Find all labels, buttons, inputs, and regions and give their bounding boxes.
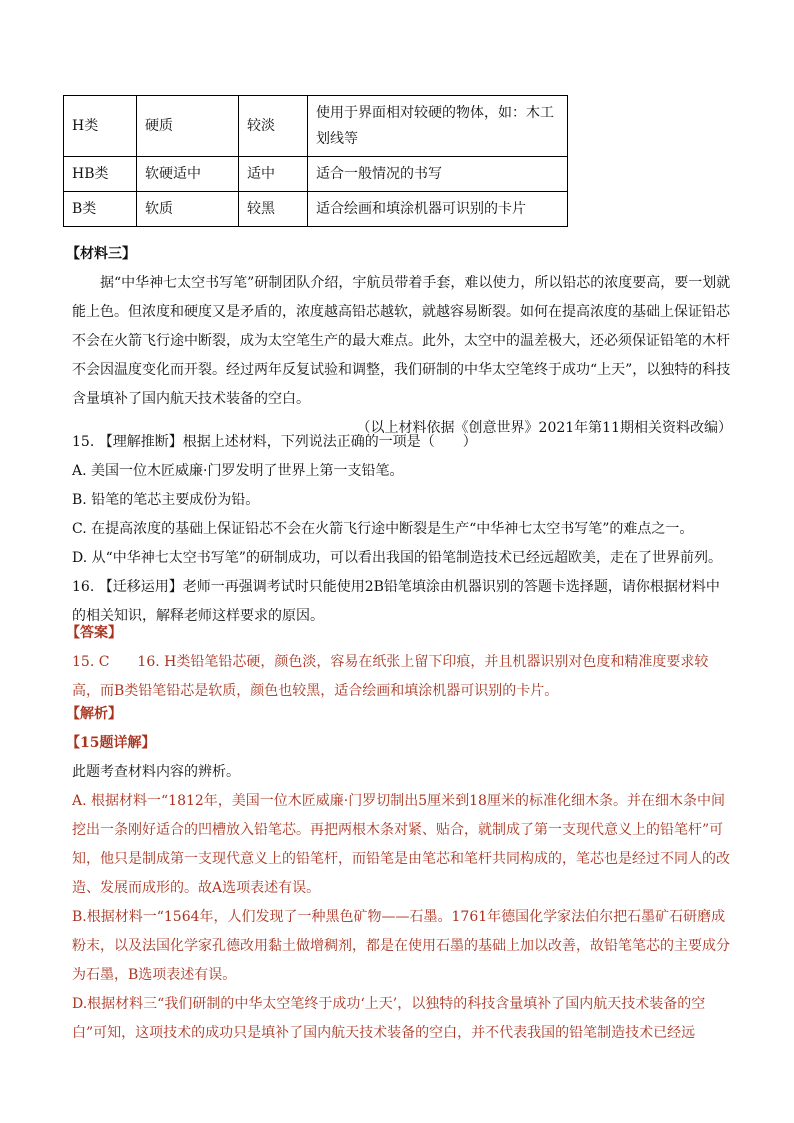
analysis-intro: 此题考查材料内容的辨析。 bbox=[72, 764, 240, 780]
material-three-section bbox=[66, 240, 732, 443]
answer-section bbox=[66, 619, 732, 706]
table-cell-quality: 硬质 bbox=[137, 96, 239, 157]
table-row bbox=[64, 192, 568, 227]
analysis-item-a: A. 根据材料一“1812年，美国一位木匠威廉·门罗切制出5厘米到18厘米的标准化细木条。并在细木条中间挖出一条刚好适合的凹槽放入铅笔芯。再把两根木条对紧、贴合，就制成了第一支现代意义上的铅笔杆”可知，他只是制成第一支现代意义上的铅笔杆，而铅笔是由笔芯和笔杆共同构成的，笔芯也是经过不同人的改造、发展而成形的。故A选项表述有误。 bbox=[72, 793, 730, 896]
answer-heading: 【答案】 bbox=[66, 625, 122, 641]
table-cell-quality: 软硬适中 bbox=[137, 157, 239, 192]
pencil-grade-table bbox=[63, 95, 568, 227]
table-cell-type: B类 bbox=[64, 192, 137, 227]
table-cell-color: 较淡 bbox=[239, 96, 308, 157]
analysis-section bbox=[66, 700, 732, 1048]
material-three-paragraph: 据“中华神七太空书写笔”研制团队介绍，宇航员带着手套，难以使力，所以铅芯的浓度要高，要一划就能上色。但浓度和硬度又是矛盾的，浓度越高铅芯越软，就越容易断裂。如何在提高浓度的基础上保证铅芯不会在火箭飞行途中断裂，成为太空笔生产的最大难点。此外，太空中的温差极大，还必须保证铅笔的木杆不会因温度变化而开裂。经过两年反复试验和调整，我们研制的中华太空笔终于成功“上天”，以独特的科技含量填补了国内航天技术装备的空白。 bbox=[72, 275, 731, 407]
answer-text: 15. C 16. H类铅笔铅芯硬，颜色淡，容易在纸张上留下印痕，并且机器识别对色度和精准度要求较高，而B类铅笔铅芯是软质，颜色也较黑，适合绘画和填涂机器可识别的卡片。 bbox=[72, 654, 709, 699]
table-cell-use: 适合绘画和填涂机器可识别的卡片 bbox=[308, 192, 568, 227]
question-15-option-a: A. 美国一位木匠威廉·门罗发明了世界上第一支铅笔。 bbox=[72, 463, 404, 479]
table-cell-use: 适合一般情况的书写 bbox=[308, 157, 568, 192]
table-cell-type: H类 bbox=[64, 96, 137, 157]
table-cell-quality: 软质 bbox=[137, 192, 239, 227]
question-16-stem: 16. 【迁移运用】老师一再强调考试时只能使用2B铅笔填涂由机器识别的答题卡选择题，请你根据材料中的相关知识，解释老师这样要求的原因。 bbox=[72, 579, 720, 624]
question-15-stem: 15. 【理解推断】根据上述材料，下列说法正确的一项是（ ） bbox=[72, 434, 477, 450]
material-three-heading: 【材料三】 bbox=[66, 246, 136, 262]
question-15-option-b: B. 铅笔的笔芯主要成份为铅。 bbox=[72, 492, 260, 508]
table-cell-color: 较黑 bbox=[239, 192, 308, 227]
table-cell-color: 适中 bbox=[239, 157, 308, 192]
table-cell-type: HB类 bbox=[64, 157, 137, 192]
question-15 bbox=[72, 428, 732, 573]
analysis-sub-heading: 【15题详解】 bbox=[66, 735, 156, 751]
question-15-option-c: C. 在提高浓度的基础上保证铅芯不会在火箭飞行途中断裂是生产“中华神七太空书写笔”的难点之一。 bbox=[72, 521, 694, 537]
table-cell-use: 使用于界面相对较硬的物体，如：木工划线等 bbox=[308, 96, 568, 157]
material-source-note: （以上材料依据《创意世界》2021年第11期相关资料改编） bbox=[356, 420, 732, 436]
question-15-option-d: D. 从“中华神七太空书写笔”的研制成功，可以看出我国的铅笔制造技术已经远超欧美，走在了世界前列。 bbox=[72, 550, 722, 566]
analysis-item-d: D.根据材料三“我们研制的中华太空笔终于成功‘上天’，以独特的科技含量填补了国内航天技术装备的空白”可知，这项技术的成功只是填补了国内航天技术装备的空白，并不代表我国的铅笔制造技术已经远 bbox=[72, 996, 706, 1041]
analysis-item-b: B.根据材料一“1564年，人们发现了一种黑色矿物——石墨。1761年德国化学家法伯尔把石墨矿石研磨成粉末，以及法国化学家孔德改用黏土做增稠剂，都是在使用石墨的基础上加以改善，故铅笔笔芯的主要成分为石墨，B选项表述有误。 bbox=[72, 909, 730, 983]
table-row bbox=[64, 157, 568, 192]
analysis-heading: 【解析】 bbox=[66, 706, 122, 722]
table-row bbox=[64, 96, 568, 157]
